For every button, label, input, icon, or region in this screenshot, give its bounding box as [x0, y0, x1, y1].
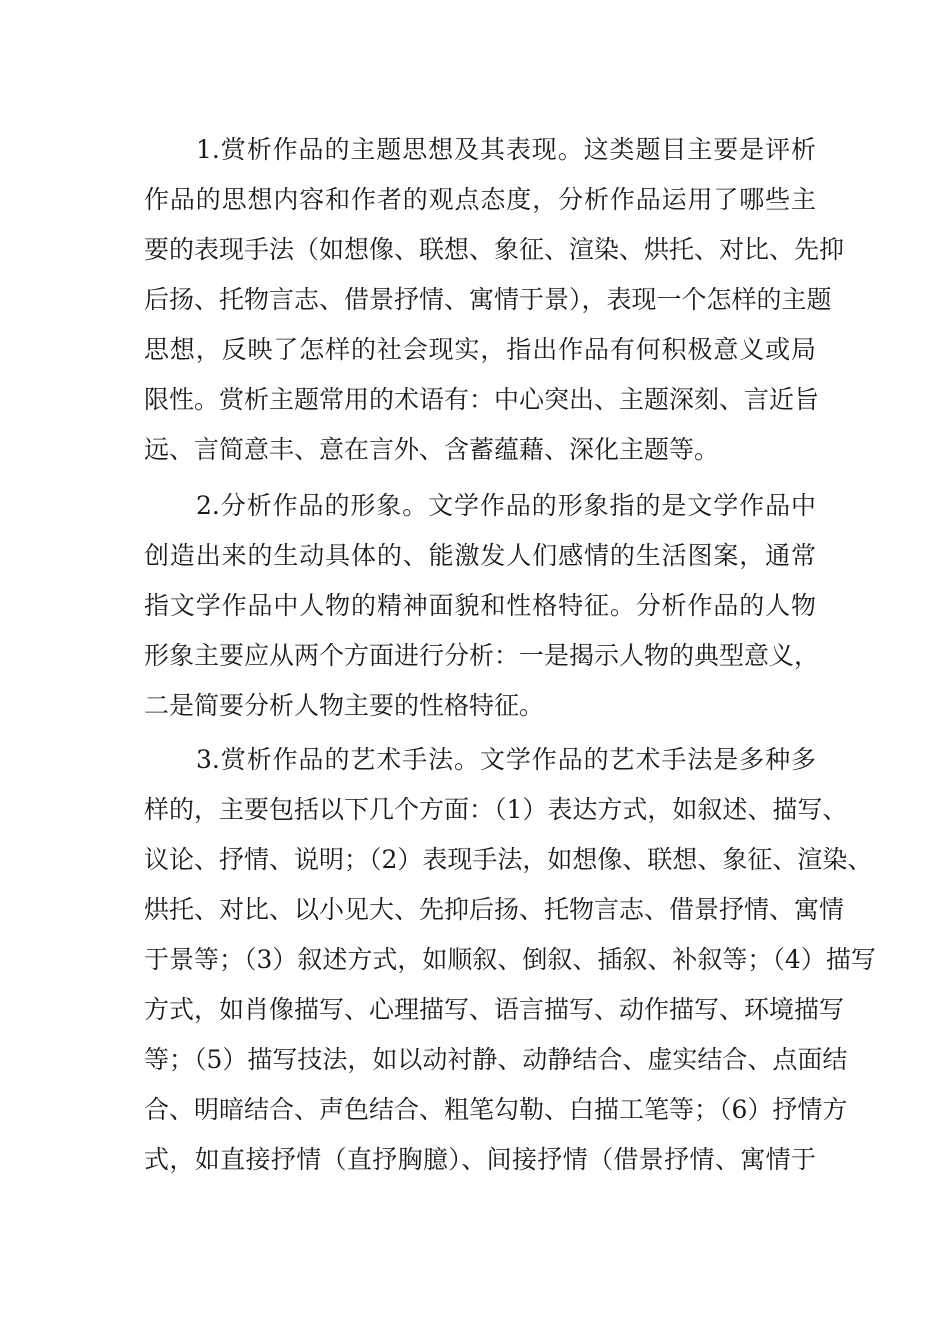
paragraph-line: 二是简要分析人物主要的性格特征。 — [144, 691, 545, 720]
paragraph-line: 指文学作品中人物的精神面貌和性格特征。分析作品的人物 — [144, 591, 816, 620]
paragraph-line: 作品的思想内容和作者的观点态度，分析作品运用了哪些主 — [144, 185, 816, 214]
paragraph-line: 思想，反映了怎样的社会现实，指出作品有何积极意义或局 — [144, 335, 816, 364]
paragraph-image-analysis — [144, 481, 820, 731]
paragraph-line: 要的表现手法（如想像、联想、象征、渲染、烘托、对比、先抑 — [144, 235, 845, 264]
paragraph-art-technique-analysis — [144, 735, 876, 1185]
paragraph-line: 烘托、对比、以小见大、先抑后扬、托物言志、借景抒情、寓情 — [144, 895, 845, 924]
paragraph-line: 等；（5）描写技法，如以动衬静、动静结合、虚实结合、点面结 — [144, 1045, 848, 1074]
paragraph-line: 创造出来的生动具体的、能激发人们感情的生活图案，通常 — [144, 541, 816, 570]
paragraph-line: 合、明暗结合、声色结合、粗笔勾勒、白描工笔等；（6）抒情方 — [144, 1095, 848, 1124]
paragraph-line: 式，如直接抒情（直抒胸臆）、间接抒情（借景抒情、寓情于 — [144, 1145, 816, 1174]
paragraph-line: 形象主要应从两个方面进行分析：一是揭示人物的典型意义， — [144, 641, 820, 670]
paragraph-line: 限性。赏析主题常用的术语有：中心突出、主题深刻、言近旨 — [144, 385, 820, 414]
paragraph-line: 后扬、托物言志、借景抒情、寓情于景），表现一个怎样的主题 — [144, 285, 832, 314]
paragraph-line: 远、言简意丰、意在言外、含蓄蕴藉、深化主题等。 — [144, 435, 720, 464]
paragraph-line: 方式，如肖像描写、心理描写、语言描写、动作描写、环境描写 — [144, 995, 845, 1024]
paragraph-line: 3.赏析作品的艺术手法。文学作品的艺术手法是多种多 — [196, 745, 816, 774]
paragraph-line: 2.分析作品的形象。文学作品的形象指的是文学作品中 — [196, 491, 816, 520]
paragraph-theme-analysis — [144, 125, 845, 475]
paragraph-line: 样的，主要包括以下几个方面：（1）表达方式，如叙述、描写、 — [144, 795, 848, 824]
paragraph-line: 于景等；（3）叙述方式，如顺叙、倒叙、插叙、补叙等；（4）描写 — [144, 945, 876, 974]
paragraph-line: 议论、抒情、说明；（2）表现手法，如想像、联想、象征、渲染、 — [144, 845, 873, 874]
paragraph-line: 1.赏析作品的主题思想及其表现。这类题目主要是评析 — [196, 135, 816, 164]
